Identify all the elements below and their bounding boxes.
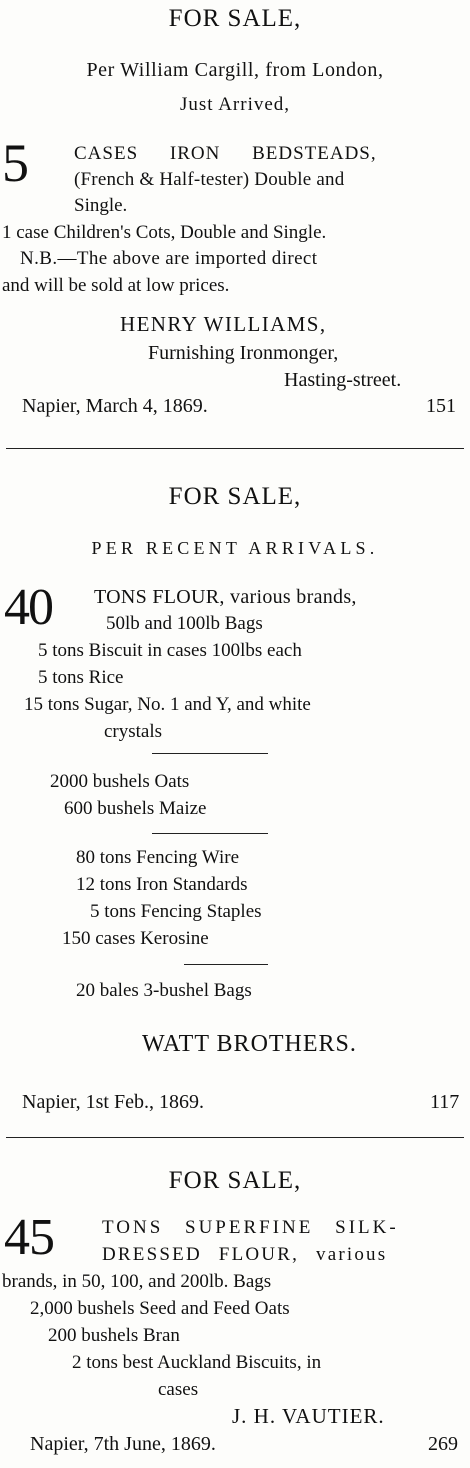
goods-line: 600 bushels Maize [64,798,207,819]
ad-dateline: Napier, 7th June, 1869. [30,1433,216,1455]
ad-item-detail: (French & Half-tester) Double and [74,169,345,190]
goods-line: 5 tons Biscuit in cases 100lbs each [38,640,302,661]
ad-shipping-line: Per William Cargill, from London, [86,59,384,81]
goods-line: 15 tons Sugar, No. 1 and Y, and white [24,694,311,715]
column-divider [6,448,464,449]
goods-line: 5 tons Rice [38,667,124,688]
group-divider [152,833,268,834]
ad-item-detail: brands, in 50, 100, and 200lb. Bags [2,1271,272,1292]
ad-arrival-note: Just Arrived, [179,94,291,115]
ad-reference-number: 117 [430,1091,460,1113]
ad-big-number: 5 [2,133,29,193]
ad-reference-number: 269 [428,1433,458,1455]
ad-item-heading: DRESSED FLOUR, various [102,1244,388,1265]
ad-dateline: Napier, March 4, 1869. [22,395,208,417]
ad-note: N.B.—The above are imported direct [20,248,318,269]
goods-line: cases [158,1379,199,1400]
ad-dateline: Napier, 1st Feb., 1869. [22,1091,204,1113]
goods-line: 200 bushels Bran [48,1325,180,1346]
ad-item-heading: TONS SUPERFINE SILK- [102,1217,399,1238]
ad-note: and will be sold at low prices. [2,275,230,296]
goods-line: 2000 bushels Oats [50,771,190,792]
advertisement-watt-brothers [0,450,470,1130]
advertisement-henry-williams [0,0,470,450]
ad-big-number: 40 [4,579,52,636]
advertisement-j-h-vautier [0,1140,470,1468]
ad-item-detail: 50lb and 100lb Bags [106,613,263,634]
ad-merchant-address: Hasting-street. [284,369,402,391]
ad-big-number: 45 [4,1209,54,1266]
ad-heading: FOR SALE, [168,483,302,510]
goods-line: 12 tons Iron Standards [76,874,248,895]
column-divider [6,1137,464,1138]
ad-heading: FOR SALE, [168,1167,302,1194]
group-divider [152,753,268,754]
ad-reference-number: 151 [426,395,456,417]
ad-merchant-trade: Furnishing Ironmonger, [148,342,339,364]
goods-line: 80 tons Fencing Wire [76,847,240,868]
ad-item-heading-text: CASES IRON BEDSTEADS, [74,143,377,164]
goods-line: 150 cases Kerosine [62,928,209,949]
goods-line: 2 tons best Auckland Biscuits, in [72,1352,322,1373]
goods-line: 20 bales 3-bushel Bags [76,980,252,1001]
ad-merchant-name: WATT BROTHERS. [142,1031,357,1057]
group-divider [184,964,268,965]
ad-heading: FOR SALE, [168,5,302,32]
ad-item-detail: Single. [74,195,128,216]
goods-line: 5 tons Fencing Staples [90,901,262,922]
ad-item-heading [74,144,464,163]
ad-subheading: PER RECENT ARRIVALS. [91,538,379,558]
goods-line: crystals [104,721,163,742]
ad-merchant-name: HENRY WILLIAMS, [120,312,327,336]
ad-item-line: 1 case Children's Cots, Double and Single. [2,222,327,243]
goods-line: 2,000 bushels Seed and Feed Oats [30,1298,290,1319]
ad-merchant-name: J. H. VAUTIER. [232,1404,385,1428]
ad-item-heading: TONS FLOUR, various brands, [94,586,357,608]
